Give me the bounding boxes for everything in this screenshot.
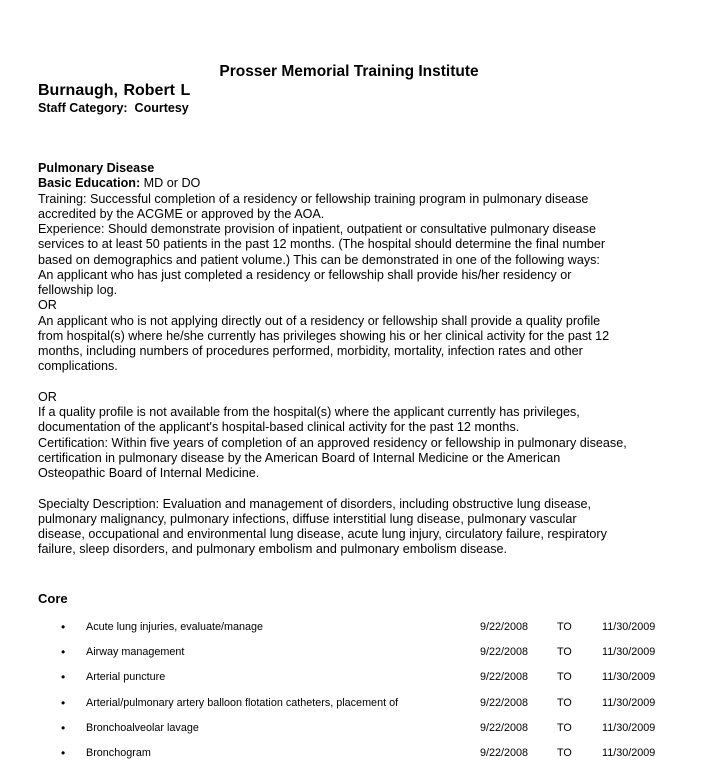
basic-education: [38, 176, 698, 191]
physician-name: Burnaugh, Robert L: [38, 82, 191, 99]
spacer: [38, 375, 698, 390]
to-label: TO: [557, 746, 572, 759]
start-date: 9/22/2008: [480, 671, 529, 684]
privilege-name: Bronchoalveolar lavage: [86, 721, 199, 734]
requirement-line: Certification: Within five years of completion of an approved residency or fellowship in pulmonary disease,: [38, 435, 627, 450]
requirements-text-continued: [38, 390, 698, 482]
requirement-line: An applicant who is not applying directly out of a residency or fellowship shall provide a quality profile: [38, 313, 601, 328]
basic-education-value: MD or DO: [143, 176, 201, 191]
core-privilege-row: [0, 643, 702, 668]
end-date: 11/30/2009: [602, 696, 656, 709]
requirement-line: fellowship log.: [38, 283, 118, 297]
bullet-icon: •: [61, 670, 66, 685]
requirement-line: Experience: Should demonstrate provision of inpatient, outpatient or consultative pulmonary disease: [38, 222, 596, 236]
start-date: 9/22/2008: [480, 721, 529, 734]
requirement-line: documentation of the applicant's hospital-based clinical activity for the past 12 months.: [38, 420, 520, 435]
spacer: [38, 481, 698, 496]
end-date: 11/30/2009: [602, 721, 656, 734]
bullet-icon: •: [61, 620, 66, 634]
privilege-name: Airway management: [86, 646, 185, 659]
staff-category: [38, 101, 189, 115]
requirement-line: Osteopathic Board of Internal Medicine.: [38, 466, 260, 480]
start-date: 9/22/2008: [480, 646, 529, 659]
requirement-line: An applicant who has just completed a residency or fellowship shall provide his/her residency or: [38, 267, 572, 282]
end-date: 11/30/2009: [602, 671, 656, 684]
specialty-section: [38, 161, 698, 558]
privilege-name: Bronchogram: [86, 746, 151, 759]
description-line: disease, occupational and environmental lung disease, acute lung injury, circulatory failure, respiratory: [38, 527, 607, 541]
staff-category-value: Courtesy: [134, 101, 189, 115]
institution-title: [0, 63, 702, 81]
to-label: TO: [557, 621, 572, 633]
privilege-name: Acute lung injuries, evaluate/manage: [86, 621, 264, 633]
start-date: 9/22/2008: [480, 621, 529, 633]
description-line: pulmonary malignancy, pulmonary infections, diffuse interstitial lung disease, pulmonary vascular: [38, 511, 577, 526]
requirement-line: based on demographics and patient volume.) This can be demonstrated in one of the following ways:: [38, 252, 600, 267]
core-privilege-row: [0, 618, 702, 643]
core-privilege-row: [0, 744, 702, 769]
core-privilege-row: [0, 694, 702, 719]
requirement-line: accredited by the ACGME or approved by the AOA.: [38, 206, 325, 221]
institution-name: Prosser Memorial Training Institute: [219, 63, 479, 80]
requirement-line: certification in pulmonary disease by the American Board of Internal Medicine or the American: [38, 450, 561, 465]
requirement-line: OR: [38, 389, 57, 404]
start-date: 9/22/2008: [480, 746, 529, 759]
requirement-line: from hospital(s) where he/she currently has privileges showing his or her clinical activity for the past 12: [38, 328, 610, 343]
start-date: 9/22/2008: [480, 696, 529, 709]
requirement-line: months, including numbers of procedures performed, morbidity, mortality, infection rates and other: [38, 344, 583, 358]
to-label: TO: [557, 721, 572, 734]
basic-education-label: Basic Education:: [38, 176, 141, 191]
specialty-description: [38, 497, 698, 558]
requirement-line: OR: [38, 298, 57, 313]
bullet-icon: •: [61, 720, 66, 735]
specialty-name: Pulmonary Disease: [38, 161, 155, 175]
bullet-icon: •: [61, 645, 66, 660]
core-privileges-list: [0, 618, 702, 769]
privilege-name: Arterial puncture: [86, 671, 166, 684]
bullet-icon: •: [61, 745, 66, 760]
core-privilege-row: [0, 668, 702, 693]
requirement-line: If a quality profile is not available from the hospital(s) where the applicant currently has privileges,: [38, 405, 580, 419]
description-line: failure, sleep disorders, and pulmonary embolism and pulmonary embolism disease.: [38, 542, 507, 557]
requirement-line: services to at least 50 patients in the past 12 months. (The hospital should determine the final number: [38, 237, 606, 252]
requirements-text: [38, 192, 698, 375]
to-label: TO: [557, 696, 572, 709]
end-date: 11/30/2009: [602, 646, 656, 659]
core-privilege-row: [0, 719, 702, 744]
description-line: Specialty Description: Evaluation and management of disorders, including obstructive lung disease,: [38, 496, 592, 511]
bullet-icon: •: [61, 695, 66, 710]
requirement-line: Training: Successful completion of a residency or fellowship training program in pulmonary disease: [38, 191, 589, 206]
requirement-line: complications.: [38, 359, 118, 374]
end-date: 11/30/2009: [602, 746, 656, 759]
to-label: TO: [557, 671, 572, 684]
to-label: TO: [557, 646, 572, 659]
staff-category-label: Staff Category:: [38, 101, 128, 115]
privilege-name: Arterial/pulmonary artery balloon flotation catheters, placement of: [86, 696, 399, 709]
end-date: 11/30/2009: [602, 621, 656, 633]
core-heading: Core: [38, 591, 68, 606]
